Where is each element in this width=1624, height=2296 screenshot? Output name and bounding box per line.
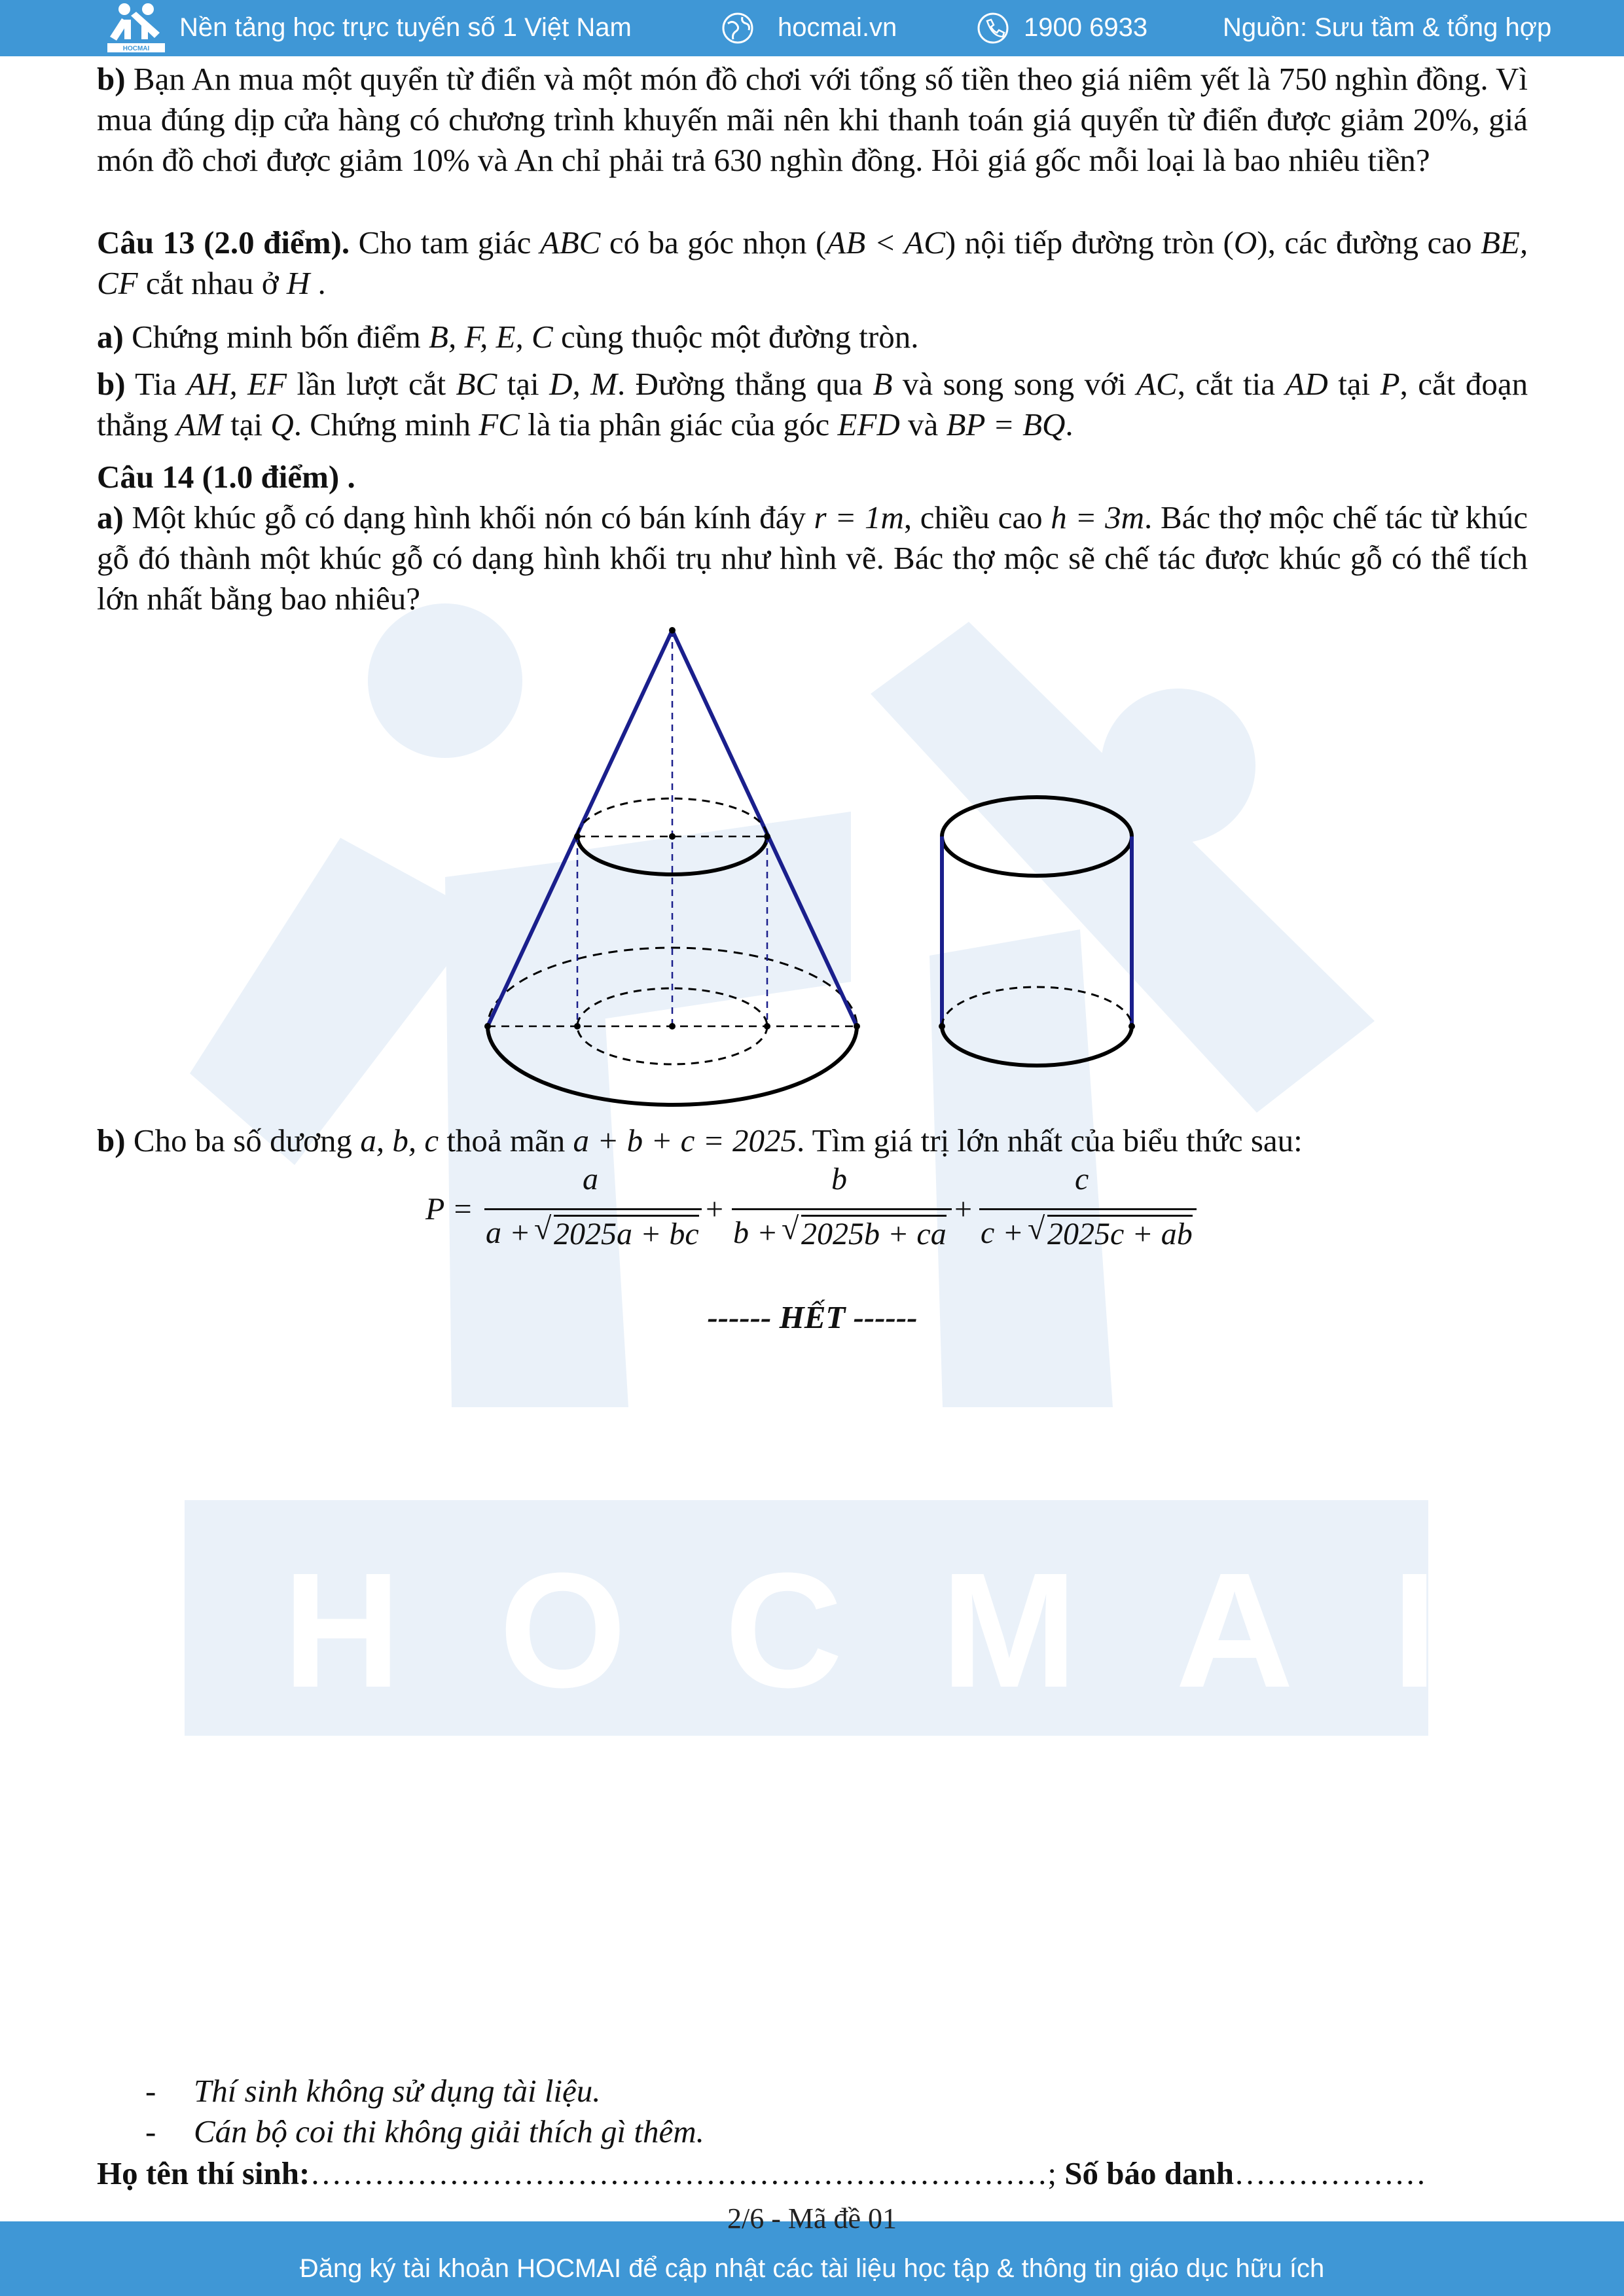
- q13b-label: b): [97, 366, 126, 402]
- math: FC: [478, 406, 520, 442]
- q12b-paragraph: [97, 59, 1528, 181]
- math: EFD: [837, 406, 900, 442]
- fraction-denominator-left: c +: [981, 1215, 1024, 1250]
- formula-p: [425, 1162, 1211, 1257]
- q14b-text: . Tìm giá trị lớn nhất của biểu thức sau:: [797, 1122, 1303, 1158]
- fraction-numerator: c: [1075, 1162, 1089, 1196]
- q13a-text: cùng thuộc một đường tròn.: [560, 319, 919, 355]
- math-abc: ABC: [539, 224, 601, 260]
- q13a: [97, 317, 1528, 357]
- q14b-text: Cho ba số dương: [133, 1122, 353, 1158]
- math-h: H: [286, 265, 310, 301]
- math: BP = BQ: [946, 406, 1066, 442]
- note-bullet: -: [145, 2073, 156, 2109]
- cone-base-front: [488, 1026, 857, 1105]
- fraction-denominator-left: a +: [486, 1215, 531, 1250]
- q13b-text: tại: [1338, 366, 1371, 402]
- q12b-text: Bạn An mua một quyển từ điển và một món đồ chơi với tổng số tiền theo giá niêm yết là 750 nghìn đồng. Vì mua đúng dịp cửa hàng có chương trình khuyến mãi nên khi thanh toán giá quyển từ điển được giảm 20%, giá món đồ chơi được giảm 10% và An chỉ phải trả 630 nghìn đồng. Hỏi giá gốc mỗi loại là bao nhiêu tiền?: [97, 61, 1528, 178]
- point: [939, 1023, 945, 1030]
- math-sum-condition: a + b + c = 2025: [573, 1122, 797, 1158]
- point: [574, 1023, 581, 1030]
- fraction-bar: [732, 1208, 952, 1210]
- radicand: 2025c + ab: [1047, 1215, 1193, 1252]
- note-item: Thí sinh không sử dụng tài liệu.: [194, 2073, 601, 2109]
- q13b-text: .: [1065, 406, 1074, 442]
- sqrt-sign: √: [534, 1211, 552, 1246]
- point: [764, 833, 770, 840]
- note-item: Cán bộ coi thi không giải thích gì thêm.: [194, 2113, 704, 2149]
- formula-lhs: P =: [425, 1192, 473, 1227]
- candidate-id-field: ………………: [1234, 2155, 1427, 2191]
- header-tagline: Nền tảng học trực tuyến số 1 Việt Nam: [179, 13, 632, 42]
- q14b-text: thoả mãn: [446, 1122, 566, 1158]
- q13b-text: Tia: [135, 366, 177, 402]
- q13b-text: , cắt tia: [1177, 366, 1275, 402]
- point: [764, 1023, 770, 1030]
- math-variables: a, b, c: [360, 1122, 439, 1158]
- point: [669, 1023, 676, 1030]
- header-bar: [0, 0, 1624, 56]
- q13b-text: tại: [230, 406, 263, 442]
- phone-icon: [977, 12, 1009, 45]
- fraction-bar: [484, 1208, 702, 1210]
- math-radius: r = 1m: [814, 499, 904, 535]
- plus-sign: +: [706, 1192, 724, 1227]
- math: B: [873, 366, 893, 402]
- candidate-line: [97, 2153, 1528, 2194]
- q13-text: cắt nhau ở: [145, 265, 279, 301]
- q13-text: ), các đường cao: [1257, 224, 1472, 260]
- cylinder-top: [942, 797, 1132, 876]
- hocmai-logo: [105, 3, 168, 54]
- math: D, M: [549, 366, 617, 402]
- q14a-text: , chiều cao: [903, 499, 1043, 535]
- plus-sign: +: [954, 1192, 973, 1227]
- math-altitudes: BE, CF: [97, 224, 1528, 301]
- page-number: 2/6 - Mã đề 01: [727, 2202, 897, 2234]
- math-height: h = 3m: [1051, 499, 1145, 535]
- q13b: [97, 364, 1528, 445]
- q13a-label: a): [97, 319, 124, 355]
- math: AD: [1285, 366, 1328, 402]
- cylinder: [939, 797, 1135, 1066]
- q13-text: Cho tam giác: [358, 224, 532, 260]
- note-bullet: -: [145, 2113, 156, 2149]
- q13a-text: Chứng minh bốn điểm: [132, 319, 421, 355]
- q13b-text: tại: [507, 366, 539, 402]
- logo-text: HOCMAI: [122, 45, 150, 52]
- q14b: [97, 1121, 1528, 1161]
- watermark-text: HOCMAI: [283, 1539, 1536, 1721]
- q13-text: .: [317, 265, 326, 301]
- candidate-name-field: ……………………………………………………………;: [310, 2155, 1056, 2191]
- q14b-label: b): [97, 1122, 126, 1158]
- q13b-text: , cắt đoạn thẳng: [97, 366, 1528, 442]
- q13-title: Câu 13 (2.0 điểm).: [97, 224, 350, 260]
- cylinder-bottom-back: [942, 987, 1132, 1026]
- header-source: Nguồn: Sưu tầm & tổng hợp: [1223, 13, 1552, 42]
- radicand: 2025b + ca: [801, 1215, 947, 1252]
- point: [484, 1023, 491, 1030]
- q13-text: có ba góc nhọn (: [609, 224, 827, 260]
- fraction-numerator: a: [583, 1162, 598, 1196]
- candidate-name-label: Họ tên thí sinh:: [97, 2155, 310, 2191]
- q12b-label: b): [97, 61, 126, 97]
- q14a-text: . Bác thợ mộc chế tác từ khúc gỗ đó thành một khúc gỗ có dạng hình khối trụ như hình vẽ. Bác thợ mộc sẽ chế tác được khúc gỗ có thể tích lớn nhất bằng bao nhiêu?: [97, 499, 1528, 617]
- q13b-text: và: [908, 406, 939, 442]
- q13b-text: là tia phân giác của góc: [528, 406, 830, 442]
- fraction-denominator-left: b +: [733, 1215, 778, 1250]
- q13b-text: lần lượt cắt: [297, 366, 446, 402]
- header-website-link[interactable]: hocmai.vn: [778, 13, 897, 42]
- q14a-text: Một khúc gỗ có dạng hình khối nón có bán kính đáy: [132, 499, 806, 535]
- math: AC: [1136, 366, 1178, 402]
- point: [1128, 1023, 1135, 1030]
- math: P: [1380, 366, 1400, 402]
- globe-icon: [721, 12, 754, 45]
- sqrt-sign: √: [1028, 1211, 1045, 1246]
- math: AM: [176, 406, 223, 442]
- q14-title-line: [97, 457, 1528, 497]
- cone: [484, 627, 860, 1105]
- q13b-text: . Đường thẳng qua: [617, 366, 863, 402]
- footer-text[interactable]: Đăng ký tài khoản HOCMAI để cập nhật các tài liệu học tập & thông tin giáo dục hữu ích: [299, 2254, 1325, 2283]
- point: [574, 833, 581, 840]
- q13-text: ) nội tiếp đường tròn (: [945, 224, 1234, 260]
- fraction-numerator: b: [831, 1162, 847, 1196]
- math: BC: [456, 366, 497, 402]
- point: [854, 1023, 860, 1030]
- header-phone[interactable]: 1900 6933: [1024, 13, 1148, 42]
- q14a-label: a): [97, 499, 124, 535]
- candidate-id-label: Số báo danh: [1064, 2155, 1235, 2191]
- q13b-text: . Chứng minh: [293, 406, 471, 442]
- q14a: [97, 497, 1528, 619]
- cone-cylinder-figure: [458, 622, 1178, 1113]
- math-condition: AB < AC: [826, 224, 945, 260]
- math-o: O: [1233, 224, 1257, 260]
- sqrt-sign: √: [782, 1211, 799, 1246]
- q14-title: Câu 14 (1.0 điểm) .: [97, 459, 355, 495]
- radicand: 2025a + bc: [554, 1215, 699, 1252]
- cylinder-bottom-front: [942, 1026, 1132, 1066]
- fraction-bar: [979, 1208, 1197, 1210]
- math: AH, EF: [187, 366, 287, 402]
- point: [669, 627, 676, 634]
- watermark-text-panel: [185, 1500, 1536, 1736]
- q13b-text: và song song với: [902, 366, 1127, 402]
- q13-stem: [97, 223, 1528, 304]
- end-mark: ------ HẾT ------: [707, 1299, 918, 1335]
- math: Q: [270, 406, 294, 442]
- point: [669, 833, 676, 840]
- math-points: B, F, E, C: [429, 319, 553, 355]
